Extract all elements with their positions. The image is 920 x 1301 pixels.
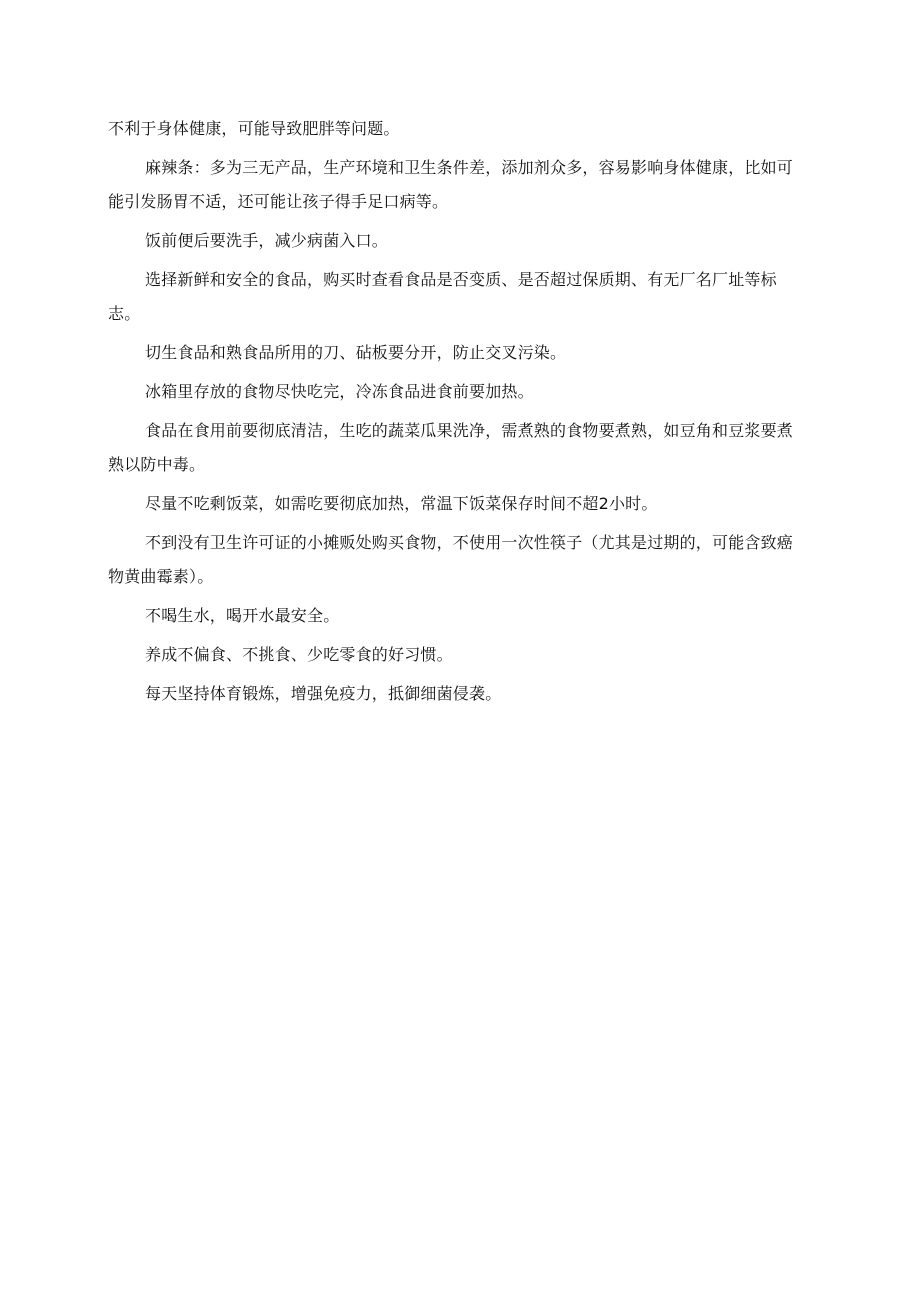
paragraph-boiled-water: 不喝生水，喝开水最安全。	[145, 606, 340, 625]
paragraph-eating-habits: 养成不偏食、不挑食、少吃零食的好习惯。	[145, 645, 453, 664]
paragraph-exercise: 每天坚持体育锻炼，增强免疫力，抵御细菌侵袭。	[145, 684, 502, 703]
paragraph-separate-boards: 切生食品和熟食品所用的刀、砧板要分开，防止交叉污染。	[145, 343, 567, 362]
paragraph-fridge-food: 冰箱里存放的食物尽快吃完，冷冻食品进食前要加热。	[145, 382, 534, 401]
paragraph-street-vendors: 不到没有卫生许可证的小摊贩处购买食物，不使用一次性筷子（尤其是过期的，可能含致癌物黄曲霉素）。	[108, 533, 794, 586]
paragraph-wash-hands: 饭前便后要洗手，减少病菌入口。	[145, 231, 389, 250]
paragraph-choose-fresh-food: 选择新鲜和安全的食品，购买时查看食品是否变质、是否超过保质期、有无厂名厂址等标志。	[108, 270, 777, 323]
paragraph-clean-cook: 食品在食用前要彻底清洁，生吃的蔬菜瓜果洗净，需煮熟的食物要煮熟，如豆角和豆浆要煮熟以防中毒。	[108, 421, 794, 474]
paragraph-spicy-strips: 麻辣条：多为三无产品，生产环境和卫生条件差，添加剂众多，容易影响身体健康，比如可能引发肠胃不适，还可能让孩子得手足口病等。	[108, 158, 794, 211]
document-body	[108, 112, 808, 716]
paragraph-leftovers: 尽量不吃剩饭菜，如需吃要彻底加热，常温下饭菜保存时间不超2小时。	[145, 494, 658, 513]
paragraph-health-continuation: 不利于身体健康，可能导致肥胖等问题。	[108, 119, 400, 138]
